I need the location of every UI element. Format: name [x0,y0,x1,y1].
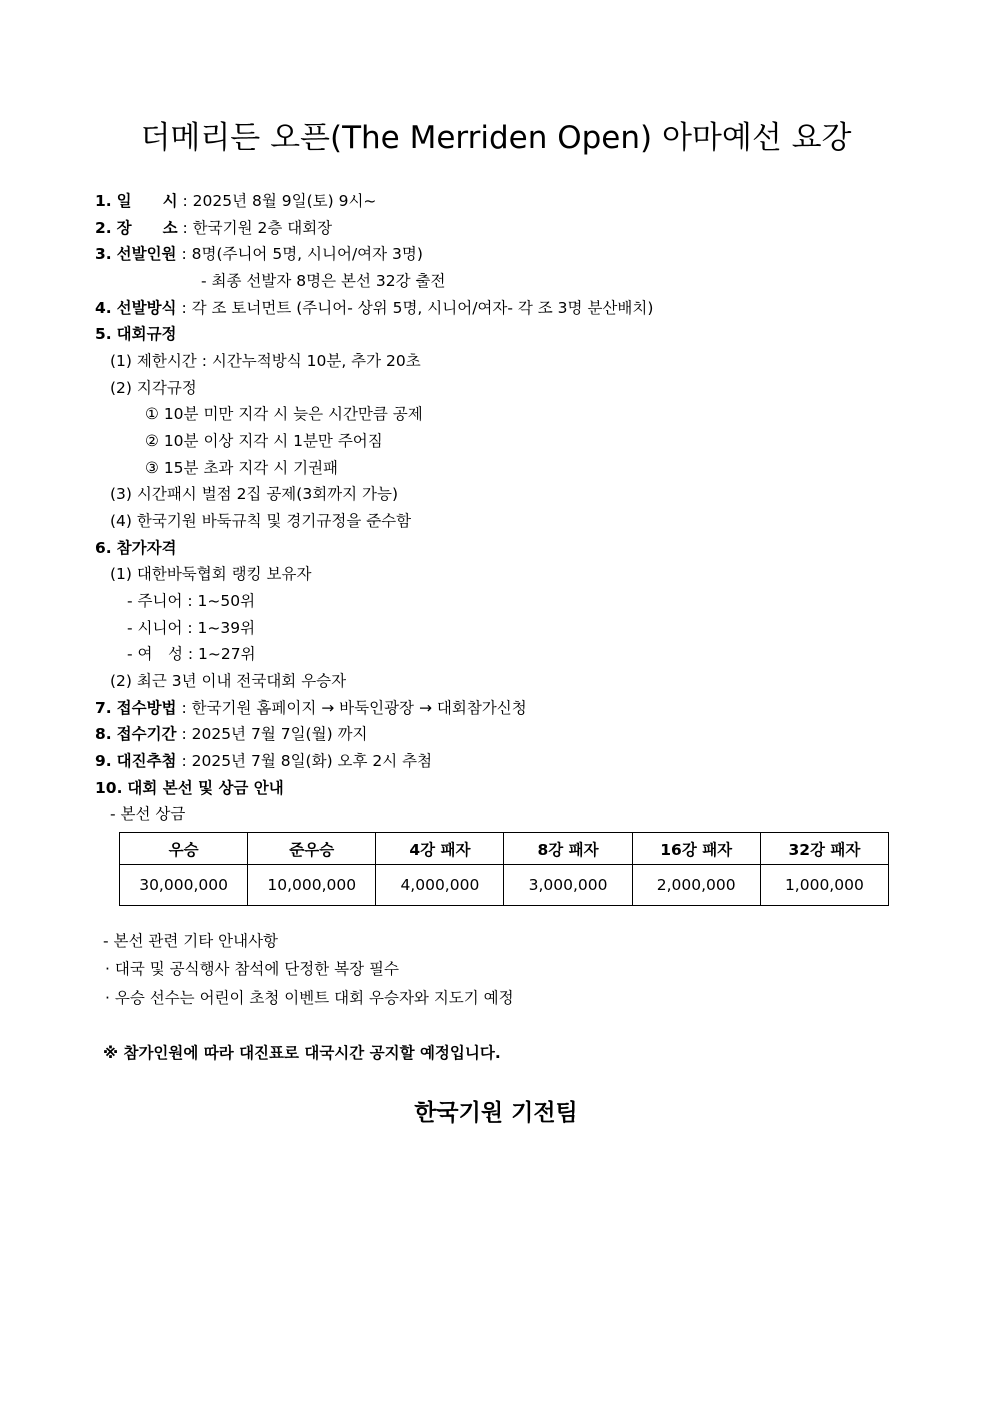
eligibility-ranking: (1) 대한바둑협회 랭킹 보유자 [110,565,312,583]
prize-table-value-row [120,865,889,906]
rule-lateness-1: ① 10분 미만 지각 시 늦은 시간만큼 공제 [145,405,423,423]
item-value: : 8명(주니어 5명, 시니어/여자 3명) [176,245,423,263]
item-selection-count [95,243,423,265]
prize-value-cell: 3,000,000 [504,865,632,906]
item-number: 10. [95,779,123,797]
item-label: 선발방식 [116,299,177,317]
extra-heading: - 본선 관련 기타 안내사항 [103,932,279,950]
item-number: 2. [95,219,112,237]
item-value: : 2025년 8월 9일(토) 9시~ [177,192,377,210]
item-value: : 2025년 7월 8일(화) 오후 2시 추첨 [176,752,433,770]
prize-value-cell: 30,000,000 [120,865,248,906]
item-date [95,190,376,212]
eligibility-senior: - 시니어 : 1~39위 [127,619,256,637]
item-selection-method [95,297,653,319]
item-eligibility [95,537,177,559]
prize-header-cell: 32강 패자 [760,833,888,865]
document-title: 더메리든 오픈(The Merriden Open) 아마예선 요강 [140,120,852,156]
item-value: : 한국기원 홈페이지 → 바둑인광장 → 대회참가신청 [176,699,527,717]
rule-compliance: (4) 한국기원 바둑규칙 및 경기규정을 준수함 [110,512,412,530]
item-draw [95,750,432,772]
item-label: 접수방법 [116,699,177,717]
prize-header-cell: 준우승 [248,833,376,865]
item-label: 대회규정 [116,325,177,343]
item-registration-method [95,697,527,719]
item-prize-info [95,777,284,799]
item-registration-period [95,723,368,745]
prize-table [119,832,889,906]
extra-bullet-attire: · 대국 및 공식행사 참석에 단정한 복장 필수 [105,960,399,978]
item-number: 5. [95,325,112,343]
item-number: 3. [95,245,112,263]
rule-time-penalty: (3) 시간패시 벌점 2집 공제(3회까지 가능) [110,485,399,503]
rule-time-limit: (1) 제한시간 : 시간누적방식 10분, 추가 20초 [110,352,421,370]
prize-value-cell: 1,000,000 [760,865,888,906]
item-value: : 2025년 7월 7일(월) 까지 [176,725,368,743]
item-venue [95,217,332,239]
rule-lateness-2: ② 10분 이상 지각 시 1분만 주어짐 [145,432,383,450]
notice: ※ 참가인원에 따라 대진표로 대국시간 공지할 예정입니다. [103,1044,501,1062]
item-number: 6. [95,539,112,557]
eligibility-women: - 여 성 : 1~27위 [127,645,256,663]
prize-table-header-row [120,833,889,865]
item-label: 대회 본선 및 상금 안내 [127,779,284,797]
item-number: 1. [95,192,112,210]
prize-header-cell: 16강 패자 [632,833,760,865]
prize-value-cell: 2,000,000 [632,865,760,906]
item-label: 선발인원 [116,245,177,263]
prize-header-cell: 우승 [120,833,248,865]
item-value: : 각 조 토너먼트 (주니어- 상위 5명, 시니어/여자- 각 조 3명 분산배치) [176,299,654,317]
prize-value-cell: 10,000,000 [248,865,376,906]
item-label: 장 소 [116,219,178,237]
eligibility-winners: (2) 최근 3년 이내 전국대회 우승자 [110,672,347,690]
item-label: 접수기간 [116,725,177,743]
item-rules [95,323,177,345]
rule-lateness: (2) 지각규정 [110,379,197,397]
item-number: 7. [95,699,112,717]
item-selection-sub: - 최종 선발자 8명은 본선 32강 출전 [201,272,446,290]
eligibility-junior: - 주니어 : 1~50위 [127,592,256,610]
prize-value-cell: 4,000,000 [376,865,504,906]
item-label: 참가자격 [116,539,177,557]
prize-header-cell: 8강 패자 [504,833,632,865]
item-label: 대진추첨 [116,752,177,770]
prize-subheading: - 본선 상금 [110,805,186,823]
extra-bullet-teaching-game: · 우승 선수는 어린이 초청 이벤트 대회 우승자와 지도기 예정 [105,989,514,1007]
rule-lateness-3: ③ 15분 초과 지각 시 기권패 [145,459,339,477]
prize-header-cell: 4강 패자 [376,833,504,865]
item-number: 8. [95,725,112,743]
item-label: 일 시 [116,192,178,210]
organizer-team: 한국기원 기전팀 [414,1100,578,1126]
item-number: 4. [95,299,112,317]
item-value: : 한국기원 2층 대회장 [177,219,333,237]
item-number: 9. [95,752,112,770]
